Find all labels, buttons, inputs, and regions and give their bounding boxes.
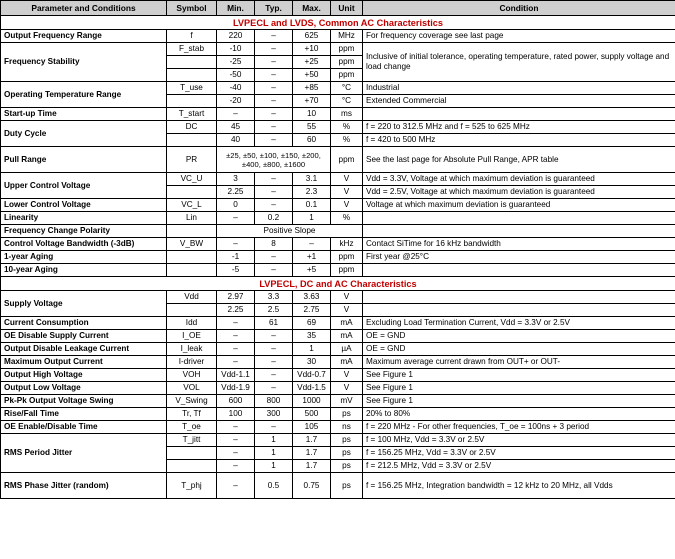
section-title-row [1,16,675,30]
table-row [1,473,675,499]
cell-parameter: Control Voltage Bandwidth (-3dB) [1,238,167,251]
cell-min: 2.97 [217,291,255,304]
cell-span-positive-slope: Positive Slope [217,225,363,238]
cell-parameter: RMS Phase Jitter (random) [1,473,167,499]
cell-symbol: DC [167,121,217,134]
cell-condition: OE = GND [363,330,675,343]
cell-min: 600 [217,395,255,408]
cell-condition [363,212,675,225]
cell-min: -20 [217,95,255,108]
cell-typ: – [255,108,293,121]
cell-typ: – [255,343,293,356]
cell-unit: µA [331,343,363,356]
table-row [1,395,675,408]
cell-condition: See Figure 1 [363,382,675,395]
cell-symbol [167,304,217,317]
col-header-parameter: Parameter and Conditions [1,1,167,16]
cell-symbol: I_leak [167,343,217,356]
cell-parameter: Operating Temperature Range [1,82,167,108]
cell-typ: – [255,43,293,56]
cell-max: 69 [293,317,331,330]
cell-condition: Industrial [363,82,675,95]
table-row [1,121,675,134]
cell-unit: V [331,304,363,317]
cell-condition: Extended Commercial [363,95,675,108]
cell-typ: 0.2 [255,212,293,225]
cell-symbol: T_start [167,108,217,121]
cell-symbol: f [167,30,217,43]
cell-condition: f = 220 MHz - For other frequencies, T_oe = 100ns + 3 period [363,421,675,434]
cell-unit: % [331,212,363,225]
table-row [1,212,675,225]
cell-min: Vdd-1.9 [217,382,255,395]
table-row [1,291,675,304]
cell-max: +70 [293,95,331,108]
cell-min: Vdd-1.1 [217,369,255,382]
table-row [1,225,675,238]
cell-condition: For frequency coverage see last page [363,30,675,43]
cell-symbol: Tr, Tf [167,408,217,421]
cell-typ: – [255,330,293,343]
cell-unit: V [331,369,363,382]
col-header-symbol: Symbol [167,1,217,16]
cell-symbol: VC_U [167,173,217,186]
cell-symbol: F_stab [167,43,217,56]
cell-unit: °C [331,95,363,108]
table-row [1,330,675,343]
cell-min: – [217,343,255,356]
cell-min: – [217,421,255,434]
cell-max: Vdd-0.7 [293,369,331,382]
cell-symbol: PR [167,147,217,173]
cell-symbol [167,95,217,108]
table-row [1,251,675,264]
cell-typ: 800 [255,395,293,408]
cell-parameter: Supply Voltage [1,291,167,317]
cell-symbol [167,251,217,264]
table-row [1,264,675,277]
cell-condition [363,264,675,277]
cell-condition: See the last page for Absolute Pull Range, APR table [363,147,675,173]
cell-min: 2.25 [217,304,255,317]
cell-symbol: T_oe [167,421,217,434]
col-header-max: Max. [293,1,331,16]
cell-min: -25 [217,56,255,69]
cell-condition: First year @25°C [363,251,675,264]
cell-parameter: Current Consumption [1,317,167,330]
cell-unit: °C [331,82,363,95]
table-row [1,43,675,56]
cell-unit: ps [331,473,363,499]
cell-parameter: Output Low Voltage [1,382,167,395]
cell-parameter: Pull Range [1,147,167,173]
cell-unit: ppm [331,251,363,264]
cell-condition: 20% to 80% [363,408,675,421]
cell-parameter: Duty Cycle [1,121,167,147]
cell-max: 3.1 [293,173,331,186]
cell-symbol: T_jitt [167,434,217,447]
cell-unit: ppm [331,69,363,82]
cell-min: -50 [217,69,255,82]
cell-condition: Vdd = 2.5V, Voltage at which maximum deviation is guaranteed [363,186,675,199]
cell-unit: mA [331,330,363,343]
cell-min: – [217,330,255,343]
section-title: LVPECL and LVDS, Common AC Characteristics [1,16,675,30]
cell-min: -40 [217,82,255,95]
cell-min: – [217,447,255,460]
table-row [1,369,675,382]
cell-unit: V [331,199,363,212]
cell-max: 55 [293,121,331,134]
cell-condition [363,304,675,317]
table-row [1,317,675,330]
table-row [1,173,675,186]
cell-max: 2.75 [293,304,331,317]
cell-unit: ns [331,421,363,434]
cell-min: – [217,460,255,473]
cell-parameter: Frequency Stability [1,43,167,82]
cell-parameter: Maximum Output Current [1,356,167,369]
cell-unit: ppm [331,147,363,173]
cell-max: 0.1 [293,199,331,212]
cell-typ: – [255,264,293,277]
cell-max: 1.7 [293,460,331,473]
cell-typ: – [255,251,293,264]
cell-min: 220 [217,30,255,43]
cell-unit: V [331,382,363,395]
cell-max: 3.63 [293,291,331,304]
cell-symbol: V_BW [167,238,217,251]
cell-typ: – [255,95,293,108]
cell-symbol [167,186,217,199]
cell-max: 1 [293,212,331,225]
cell-parameter: Start-up Time [1,108,167,121]
cell-typ: – [255,121,293,134]
cell-max: 35 [293,330,331,343]
cell-min: – [217,434,255,447]
cell-unit: ppm [331,264,363,277]
cell-parameter: 10-year Aging [1,264,167,277]
cell-parameter: Upper Control Voltage [1,173,167,199]
cell-unit: mA [331,317,363,330]
cell-unit: % [331,121,363,134]
table-row [1,356,675,369]
cell-unit: kHz [331,238,363,251]
cell-max: 2.3 [293,186,331,199]
cell-max: 60 [293,134,331,147]
cell-condition [363,108,675,121]
cell-typ: – [255,69,293,82]
table-row [1,382,675,395]
cell-min: -1 [217,251,255,264]
cell-symbol [167,69,217,82]
cell-condition: Voltage at which maximum deviation is guaranteed [363,199,675,212]
cell-symbol: VOL [167,382,217,395]
cell-symbol: I-driver [167,356,217,369]
cell-unit: mA [331,356,363,369]
cell-parameter: Rise/Fall Time [1,408,167,421]
cell-typ: – [255,421,293,434]
cell-parameter: Output Frequency Range [1,30,167,43]
cell-unit: V [331,186,363,199]
cell-typ: – [255,356,293,369]
cell-typ: – [255,56,293,69]
col-header-typ: Typ. [255,1,293,16]
cell-typ: 1 [255,447,293,460]
cell-parameter: Pk-Pk Output Voltage Swing [1,395,167,408]
cell-symbol: I_OE [167,330,217,343]
cell-typ: 1 [255,434,293,447]
cell-unit: % [331,134,363,147]
cell-max: +1 [293,251,331,264]
table-row [1,421,675,434]
table-body [1,16,675,499]
table-row [1,343,675,356]
cell-condition: OE = GND [363,343,675,356]
cell-typ: – [255,382,293,395]
cell-parameter: Output Disable Leakage Current [1,343,167,356]
cell-min: 40 [217,134,255,147]
cell-min: -5 [217,264,255,277]
cell-condition: Maximum average current drawn from OUT+ or OUT- [363,356,675,369]
cell-unit: ps [331,447,363,460]
table-row [1,30,675,43]
cell-condition: Excluding Load Termination Current, Vdd = 3.3V or 2.5V [363,317,675,330]
cell-max: 1.7 [293,434,331,447]
cell-unit: ps [331,408,363,421]
cell-min: – [217,108,255,121]
cell-min: – [217,356,255,369]
cell-typ: 300 [255,408,293,421]
cell-typ: 61 [255,317,293,330]
table-row [1,434,675,447]
table-row [1,199,675,212]
cell-min: 2.25 [217,186,255,199]
cell-max: 1.7 [293,447,331,460]
cell-symbol: VC_L [167,199,217,212]
cell-unit: MHz [331,30,363,43]
cell-symbol: V_Swing [167,395,217,408]
cell-max: +85 [293,82,331,95]
table-header [1,1,675,16]
cell-symbol [167,134,217,147]
cell-condition: See Figure 1 [363,369,675,382]
cell-symbol [167,56,217,69]
table-header-row [1,1,675,16]
table-row [1,238,675,251]
cell-symbol: Lin [167,212,217,225]
cell-condition: f = 156.25 MHz, Integration bandwidth = 12 kHz to 20 MHz, all Vdds [363,473,675,499]
cell-parameter: Lower Control Voltage [1,199,167,212]
table-row [1,82,675,95]
cell-parameter: Output High Voltage [1,369,167,382]
cell-max: 625 [293,30,331,43]
table-row [1,408,675,421]
cell-symbol [167,225,217,238]
cell-condition: Vdd = 3.3V, Voltage at which maximum deviation is guaranteed [363,173,675,186]
cell-condition: f = 220 to 312.5 MHz and f = 525 to 625 MHz [363,121,675,134]
cell-symbol [167,460,217,473]
cell-max: 30 [293,356,331,369]
cell-max: 0.75 [293,473,331,499]
col-header-unit: Unit [331,1,363,16]
cell-min: – [217,212,255,225]
section-title-row [1,277,675,291]
cell-condition: Contact SiTime for 16 kHz bandwidth [363,238,675,251]
cell-typ: 1 [255,460,293,473]
cell-condition: f = 212.5 MHz, Vdd = 3.3V or 2.5V [363,460,675,473]
cell-typ: – [255,173,293,186]
table-row [1,108,675,121]
cell-unit: ppm [331,43,363,56]
cell-min: – [217,238,255,251]
cell-symbol [167,447,217,460]
cell-max: +50 [293,69,331,82]
cell-min: – [217,317,255,330]
cell-condition [363,291,675,304]
cell-max: +5 [293,264,331,277]
cell-symbol: Vdd [167,291,217,304]
cell-unit: mV [331,395,363,408]
cell-typ: – [255,30,293,43]
cell-min: -10 [217,43,255,56]
cell-typ: – [255,186,293,199]
cell-unit: ps [331,434,363,447]
cell-unit: V [331,173,363,186]
cell-unit: ps [331,460,363,473]
cell-max: 10 [293,108,331,121]
cell-parameter: OE Enable/Disable Time [1,421,167,434]
cell-parameter: Linearity [1,212,167,225]
cell-unit: V [331,291,363,304]
cell-typ: – [255,199,293,212]
cell-typ: 3.3 [255,291,293,304]
cell-typ: 8 [255,238,293,251]
cell-unit: ppm [331,56,363,69]
cell-typ: – [255,369,293,382]
cell-unit: ms [331,108,363,121]
cell-max: 500 [293,408,331,421]
cell-min: 100 [217,408,255,421]
section-title: LVPECL, DC and AC Characteristics [1,277,675,291]
cell-condition: f = 100 MHz, Vdd = 3.3V or 2.5V [363,434,675,447]
cell-min: 0 [217,199,255,212]
cell-max: +10 [293,43,331,56]
cell-symbol: Idd [167,317,217,330]
cell-condition: f = 156.25 MHz, Vdd = 3.3V or 2.5V [363,447,675,460]
cell-symbol [167,264,217,277]
table-row [1,147,675,173]
cell-min: – [217,473,255,499]
cell-pull-range-values: ±25, ±50, ±100, ±150, ±200, ±400, ±800, ±1600 [217,147,331,173]
cell-condition: f = 420 to 500 MHz [363,134,675,147]
cell-symbol: T_use [167,82,217,95]
cell-typ: – [255,82,293,95]
cell-symbol: T_phj [167,473,217,499]
cell-typ: 0.5 [255,473,293,499]
cell-min: 45 [217,121,255,134]
col-header-min: Min. [217,1,255,16]
cell-max: – [293,238,331,251]
cell-max: +25 [293,56,331,69]
cell-parameter: 1-year Aging [1,251,167,264]
cell-symbol: VOH [167,369,217,382]
cell-parameter: OE Disable Supply Current [1,330,167,343]
cell-max: 1000 [293,395,331,408]
cell-max: Vdd-1.5 [293,382,331,395]
cell-min: 3 [217,173,255,186]
cell-parameter: RMS Period Jitter [1,434,167,473]
cell-typ: 2.5 [255,304,293,317]
cell-typ: – [255,134,293,147]
cell-parameter: Frequency Change Polarity [1,225,167,238]
col-header-condition: Condition [363,1,675,16]
cell-unit [363,225,675,238]
cell-max: 1 [293,343,331,356]
cell-max: 105 [293,421,331,434]
cell-condition: Inclusive of initial tolerance, operating temperature, rated power, supply voltage and load change [363,43,675,82]
cell-condition: See Figure 1 [363,395,675,408]
